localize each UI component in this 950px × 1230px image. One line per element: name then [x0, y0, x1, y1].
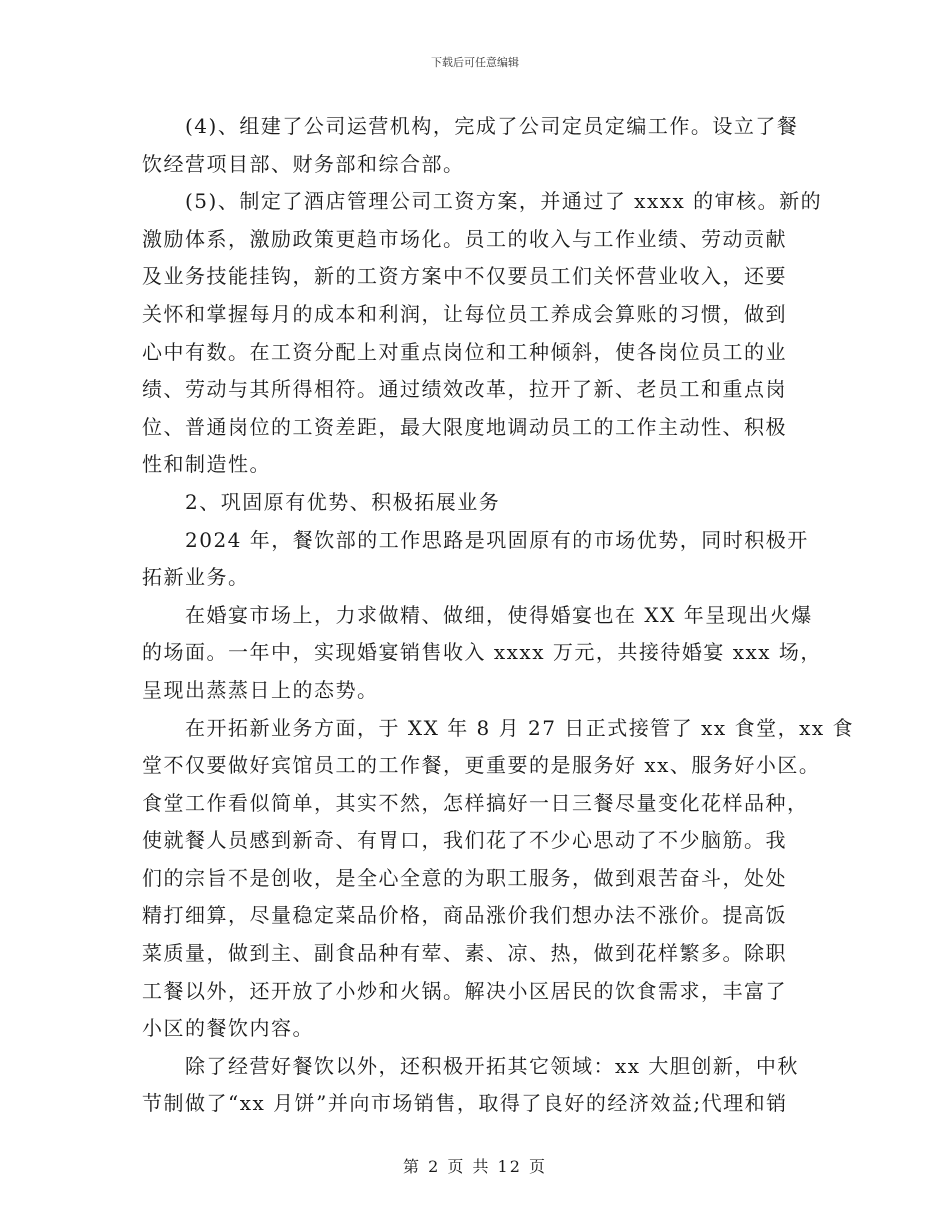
text-line: 在婚宴市场上，力求做精、做细，使得婚宴也在 XX 年呈现出火爆	[185, 602, 813, 627]
text-line: 2、巩固原有优势、积极拓展业务	[185, 489, 501, 514]
text-line: 及业务技能挂钩，新的工资方案中不仅要员工们关怀营业收入，还要	[142, 264, 787, 289]
text-line: 使就餐人员感到新奇、有胃口，我们花了不少心思动了不少脑筋。我	[142, 828, 787, 853]
text-line: 节制做了“xx 月饼”并向市场销售，取得了良好的经济效益;代理和销	[142, 1091, 788, 1116]
page-footer-number: 第 2 页 共 12 页	[403, 1157, 547, 1176]
text-line: 食堂工作看似简单，其实不然，怎样搞好一日三餐尽量变化花样品种，	[142, 790, 809, 815]
text-line: 饮经营项目部、财务部和综合部。	[142, 151, 465, 176]
text-line: 心中有数。在工资分配上对重点岗位和工种倾斜，使各岗位员工的业	[142, 339, 787, 364]
document-body	[142, 108, 854, 1123]
page-header-note: 下载后可任意编辑	[431, 56, 519, 69]
text-line: 小区的餐饮内容。	[142, 1016, 314, 1041]
text-line: 激励体系，激励政策更趋市场化。员工的收入与工作业绩、劳动贡献	[142, 226, 787, 251]
text-line: 绩、劳动与其所得相符。通过绩效改革，拉开了新、老员工和重点岗	[142, 377, 787, 402]
text-line: 们的宗旨不是创收，是全心全意的为职工服务，做到艰苦奋斗，处处	[142, 865, 787, 890]
text-line: (5)、制定了酒店管理公司工资方案，并通过了 xxxx 的审核。新的	[185, 189, 823, 214]
text-line: 工餐以外，还开放了小炒和火锅。解决小区居民的饮食需求，丰富了	[142, 978, 787, 1003]
text-line: 除了经营好餐饮以外，还积极开拓其它领域：xx 大胆创新，中秋	[185, 1053, 799, 1078]
text-line: 性和制造性。	[142, 452, 271, 477]
text-line: 2024 年，餐饮部的工作思路是巩固原有的市场优势，同时积极开	[185, 527, 809, 552]
text-line: 关怀和掌握每月的成本和利润，让每位员工养成会算账的习惯，做到	[142, 301, 787, 326]
text-line: 菜质量，做到主、副食品种有荤、素、凉、热，做到花样繁多。除职	[142, 941, 787, 966]
text-line: 呈现出蒸蒸日上的态势。	[142, 677, 379, 702]
text-line: (4)、组建了公司运营机构，完成了公司定员定编工作。设立了餐	[185, 114, 799, 138]
text-line: 精打细算，尽量稳定菜品价格，商品涨价我们想办法不涨价。提高饭	[142, 903, 787, 928]
text-line: 位、普通岗位的工资差距，最大限度地调动员工的工作主动性、积极	[142, 414, 787, 439]
text-line: 堂不仅要做好宾馆员工的工作餐，更重要的是服务好 xx、服务好小区。	[142, 753, 821, 778]
text-line: 的场面。一年中，实现婚宴销售收入 xxxx 万元，共接待婚宴 xxx 场，	[142, 640, 822, 665]
text-line: 在开拓新业务方面，于 XX 年 8 月 27 日正式接管了 xx 食堂，xx 食	[185, 715, 854, 740]
text-line: 拓新业务。	[142, 565, 250, 590]
